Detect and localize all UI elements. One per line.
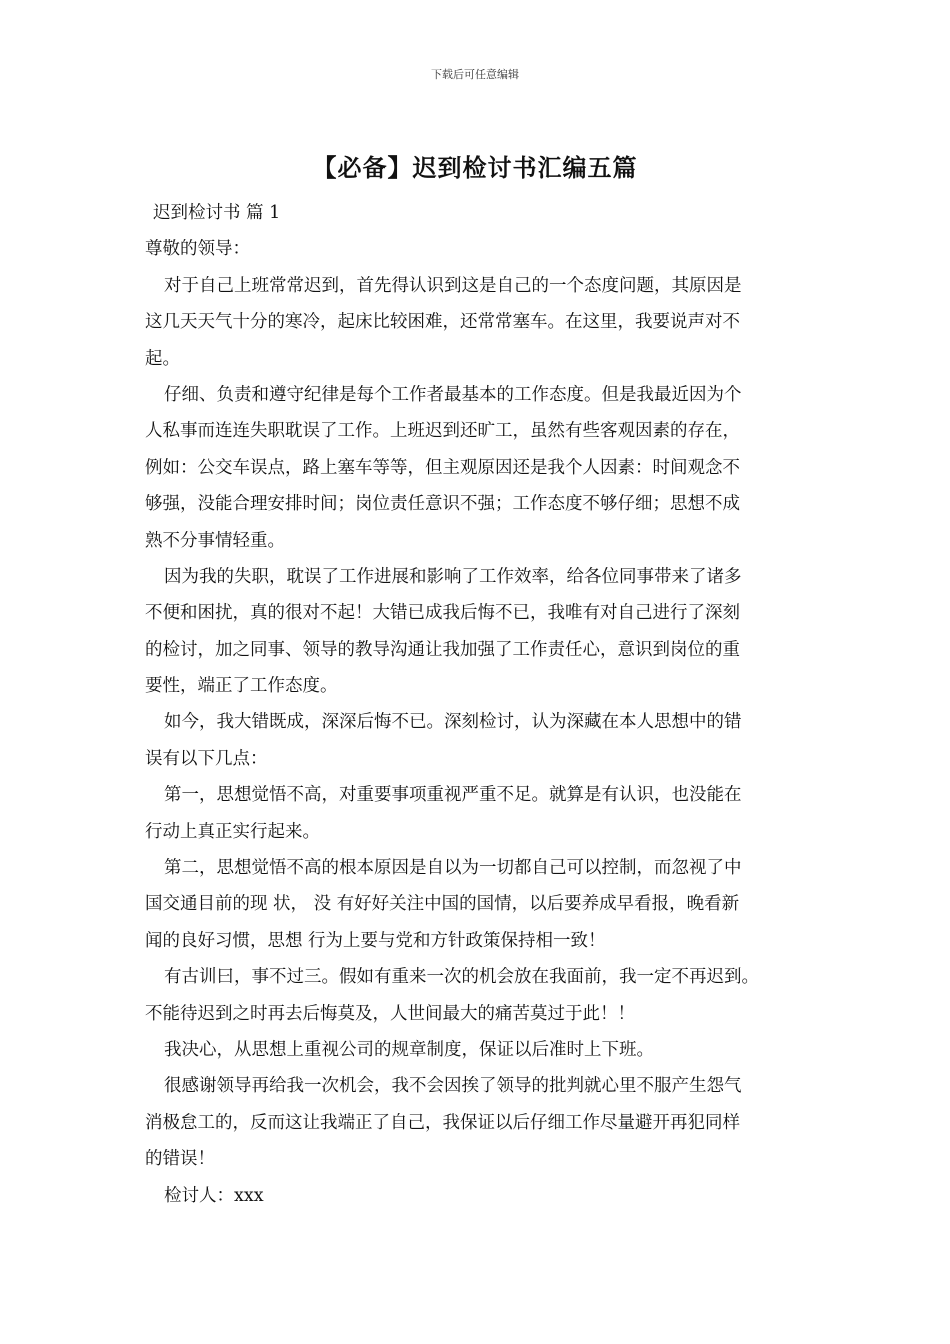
paragraph-line: 要性，端正了工作态度。	[145, 676, 338, 697]
document-title: 【必备】迟到检讨书汇编五篇	[312, 153, 638, 182]
paragraph-line: 我决心，从思想上重视公司的规章制度，保证以后准时上下班。	[164, 1039, 654, 1060]
paragraph-line: 第二，思想觉悟不高的根本原因是自以为一切都自己可以控制，而忽视了中	[164, 858, 742, 879]
header-note: 下载后可任意编辑	[431, 68, 519, 81]
section-subtitle: 迟到检讨书 篇 1	[153, 203, 281, 223]
paragraph-line: 闻的良好习惯，思想 行为上要与党和方针政策保持相一致！	[145, 930, 606, 951]
paragraph-line: 如今，我大错既成，深深后悔不已。深刻检讨，认为深藏在本人思想中的错	[164, 712, 742, 733]
paragraph-line: 熟不分事情轻重。	[145, 530, 285, 551]
paragraph-line: 的检讨，加之同事、领导的教导沟通让我加强了工作责任心，意识到岗位的重	[145, 639, 740, 660]
paragraph-line: 有古训曰，事不过三。假如有重来一次的机会放在我面前，我一定不再迟到。	[164, 967, 759, 988]
document-body	[145, 195, 825, 1214]
paragraph-line: 很感谢领导再给我一次机会，我不会因挨了领导的批判就心里不服产生怨气	[164, 1076, 742, 1097]
paragraph-line: 这几天天气十分的寒冷，起床比较困难，还常常塞车。在这里，我要说声对不	[145, 312, 740, 333]
paragraph-line: 例如：公交车误点，路上塞车等等，但主观原因还是我个人因素：时间观念不	[145, 457, 740, 478]
paragraph-line: 因为我的失职，耽误了工作进展和影响了工作效率，给各位同事带来了诸多	[164, 566, 742, 587]
paragraph-line: 不便和困扰，真的很对不起！大错已成我后悔不已，我唯有对自己进行了深刻	[145, 603, 740, 624]
signature-line: 检讨人：xxx	[164, 1185, 264, 1206]
paragraph-line: 第一，思想觉悟不高，对重要事项重视严重不足。就算是有认识，也没能在	[164, 785, 742, 806]
paragraph-line: 误有以下几点：	[145, 748, 268, 769]
salutation: 尊敬的领导：	[145, 239, 250, 260]
paragraph-line: 国交通目前的现 状， 没 有好好关注中国的国情，以后要养成早看报，晚看新	[145, 894, 740, 915]
paragraph-line: 消极怠工的，反而这让我端正了自己，我保证以后仔细工作尽量避开再犯同样	[145, 1112, 740, 1133]
paragraph-line: 不能待迟到之时再去后悔莫及，人世间最大的痛苦莫过于此！！	[145, 1003, 635, 1024]
paragraph-line: 的错误！	[145, 1149, 215, 1170]
paragraph-line: 行动上真正实行起来。	[145, 821, 320, 842]
paragraph-line: 人私事而连连失职耽误了工作。上班迟到还旷工，虽然有些客观因素的存在，	[145, 421, 740, 442]
paragraph-line: 仔细、负责和遵守纪律是每个工作者最基本的工作态度。但是我最近因为个	[164, 384, 742, 405]
paragraph-line: 对于自己上班常常迟到，首先得认识到这是自己的一个态度问题，其原因是	[164, 275, 742, 296]
paragraph-line: 起。	[145, 348, 180, 369]
paragraph-line: 够强，没能合理安排时间；岗位责任意识不强；工作态度不够仔细；思想不成	[145, 494, 740, 515]
